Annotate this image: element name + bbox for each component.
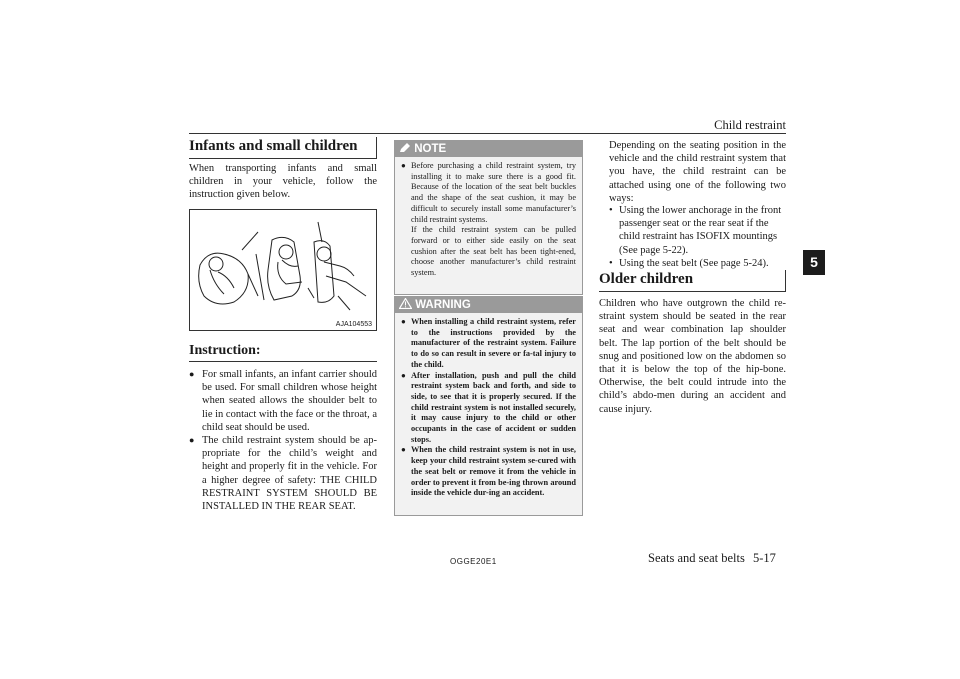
page-number: 5-17	[753, 551, 776, 565]
list-item: ● Before purchasing a child restraint system, try installing it to make sure there is a good fit. Because of the location of the seat belt buckles and the shape of the seat cushion, it may be difficult to securely install some manufacturer’s child restraint systems. If the child restraint system can be pulled forward or to either side easily on the seat cushion after the seat belt has been tight-ened, choose another manufacturer’s child restraint system.	[401, 161, 576, 278]
pencil-icon	[399, 142, 411, 153]
bullet-icon: ●	[401, 445, 406, 455]
running-header: Child restraint	[714, 118, 786, 132]
note-body	[395, 157, 582, 279]
list-item: • Using the lower anchorage in the front passenger seat or the rear seat if the child restraint has ISOFIX mountings (See page 5-22).	[609, 205, 782, 256]
list-item: • Using the seat belt (See page 5-24).	[609, 257, 769, 269]
footer-code: OGGE20E1	[450, 557, 497, 566]
ways-list	[599, 204, 786, 270]
warning-body	[395, 313, 582, 499]
header-rule	[189, 133, 786, 134]
bullet-icon: ●	[189, 369, 195, 379]
section-heading-box	[189, 137, 377, 159]
warning-box	[394, 296, 583, 516]
bullet-icon: ●	[401, 317, 406, 326]
older-paragraph: Children who have outgrown the child re-straint system should be seated in the rear seat and wear combination lap shoulder belt. The lap portion of the belt should be snug and positioned low on the abdomen so that it is below the top of the hip-bone. Otherwise, the belt could intrude into the child’s abdo-men during an accident and cause injury.	[599, 298, 786, 415]
section-title: Older children	[599, 271, 694, 287]
warning-triangle-icon	[399, 298, 412, 309]
list-item: ● After installation, push and pull the child restraint system back and forth, and side to side, to see that it is properly secured. If the child restraint system is not installed securely, it may cause injury to the child or other occupants in the case of accident or sudden stops.	[401, 370, 576, 444]
section-infants	[189, 137, 377, 202]
section-title: Infants and small children	[189, 138, 358, 154]
note-label: NOTE	[414, 143, 447, 155]
list-item: ● The child restraint system should be ap-propriate for the child’s weight and height and properly fit in the vehicle. For a higher degree of safety: THE CHILD RESTRAINT SYSTEM SHOULD BE INSTALLED IN THE REAR SEAT.	[189, 435, 377, 513]
list-item: ● When the child restraint system is not in use, keep your child restraint system se-cured with the seat belt or remove it from the vehicle in order to prevent it from be-ing thrown around inside the vehicle dur-ing an accident.	[401, 445, 576, 498]
right-intro: Depending on the seating position in the vehicle and the child restraint system that you have, the child restraint can be attached using one of the following two ways:	[609, 140, 786, 204]
bullet-icon: ●	[401, 161, 406, 170]
figure-child-seats	[189, 209, 377, 331]
warning-label: WARNING	[415, 299, 471, 311]
footer-section: Seats and seat belts	[648, 551, 745, 565]
chapter-tab: 5	[803, 250, 825, 275]
child-seat-illustration	[190, 210, 376, 330]
instruction-section	[189, 343, 377, 513]
bullet-icon: ●	[189, 435, 195, 446]
section-heading-box	[599, 270, 786, 292]
intro-paragraph: When transporting infants and small children in your vehicle, follow the instruction given below.	[189, 163, 377, 201]
list-item: ● For small infants, an infant carrier should be used. For small children whose height when seated allows the shoulder belt to lie in contact with the face or the throat, a child seat should be used.	[189, 369, 377, 433]
section-older	[599, 270, 786, 416]
instruction-list	[189, 368, 377, 513]
bullet-icon: •	[609, 257, 613, 269]
instruction-heading: Instruction:	[189, 343, 377, 362]
note-header	[395, 141, 582, 157]
note-box	[394, 140, 583, 295]
bullet-icon: •	[609, 205, 613, 216]
figure-code: AJA104553	[335, 321, 372, 328]
list-item: ● When installing a child restraint system, refer to the instructions provided by the manufacturer of the restraint system. Failure to do so can result in severe or fa-tal injury to the child.	[401, 317, 576, 369]
warning-header	[395, 297, 582, 313]
bullet-icon: ●	[401, 370, 406, 380]
